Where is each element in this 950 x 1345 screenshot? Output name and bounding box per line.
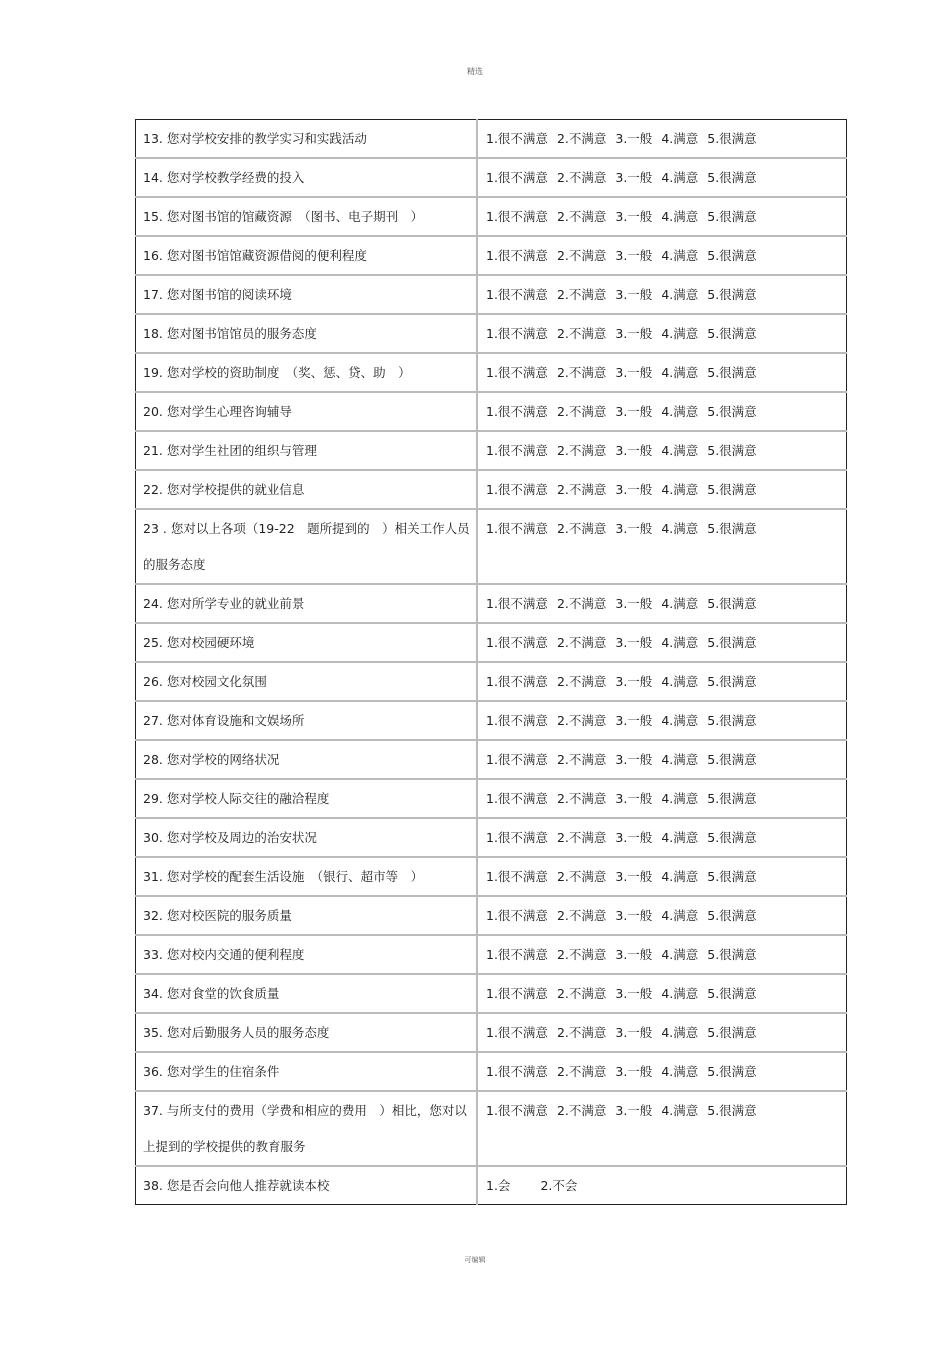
rating-option: 1.很不满意	[486, 404, 548, 419]
question-text: 32. 您对校医院的服务质量	[136, 896, 478, 935]
question-text: 27. 您对体育设施和文娱场所	[136, 701, 478, 740]
rating-options	[477, 701, 847, 740]
rating-options	[477, 120, 847, 159]
rating-option: 2.不满意	[556, 170, 607, 185]
rating-option: 1.很不满意	[486, 791, 548, 806]
rating-option: 3.一般	[615, 908, 653, 923]
rating-option: 4.满意	[661, 1064, 699, 1079]
rating-options	[477, 236, 847, 275]
rating-options	[477, 896, 847, 935]
page-header-note: 精选	[467, 67, 483, 76]
rating-option: 3.一般	[615, 635, 653, 650]
rating-option: 1.很不满意	[486, 713, 548, 728]
rating-option: 4.满意	[661, 1103, 699, 1118]
rating-option: 1.很不满意	[486, 947, 548, 962]
survey-row	[136, 740, 847, 779]
rating-option: 2.不满意	[556, 947, 607, 962]
rating-option: 3.一般	[615, 830, 653, 845]
survey-row	[136, 896, 847, 935]
rating-option: 5.很满意	[707, 752, 757, 767]
rating-option: 1.很不满意	[486, 752, 548, 767]
survey-row	[136, 935, 847, 974]
rating-option: 5.很满意	[707, 209, 757, 224]
rating-option: 3.一般	[615, 596, 653, 611]
rating-option: 5.很满意	[707, 713, 757, 728]
rating-option: 2.不满意	[556, 1103, 607, 1118]
survey-row	[136, 662, 847, 701]
question-text: 16. 您对图书馆馆藏资源借阅的便利程度	[136, 236, 478, 275]
rating-option: 3.一般	[615, 947, 653, 962]
rating-option: 3.一般	[615, 869, 653, 884]
rating-option: 3.一般	[615, 521, 653, 536]
rating-options	[477, 1091, 847, 1166]
rating-option: 5.很满意	[707, 248, 757, 263]
rating-option: 3.一般	[615, 209, 653, 224]
rating-options	[477, 1013, 847, 1052]
question-text: 24. 您对所学专业的就业前景	[136, 584, 478, 623]
question-text: 37. 与所支付的费用（学费和相应的费用 ）相比，您对以上提到的学校提供的教育服务	[136, 1091, 478, 1166]
rating-option: 4.满意	[661, 248, 699, 263]
question-text: 18. 您对图书馆馆员的服务态度	[136, 314, 478, 353]
rating-option: 4.满意	[661, 596, 699, 611]
question-text: 34. 您对食堂的饮食质量	[136, 974, 478, 1013]
survey-row	[136, 857, 847, 896]
rating-option: 1.很不满意	[486, 248, 548, 263]
rating-option: 4.满意	[661, 713, 699, 728]
rating-option: 1.很不满意	[486, 482, 548, 497]
rating-options	[477, 935, 847, 974]
rating-option: 5.很满意	[707, 830, 757, 845]
rating-option: 2.不满意	[556, 713, 607, 728]
rating-option: 3.一般	[615, 248, 653, 263]
rating-option: 5.很满意	[707, 674, 757, 689]
rating-option: 3.一般	[615, 1025, 653, 1040]
rating-option: 2.不满意	[556, 1025, 607, 1040]
recommend-options	[477, 1166, 847, 1205]
rating-options	[477, 818, 847, 857]
question-text: 31. 您对学校的配套生活设施 （银行、超市等 ）	[136, 857, 478, 896]
rating-option: 1.很不满意	[486, 287, 548, 302]
rating-option: 5.很满意	[707, 443, 757, 458]
rating-option: 2.不满意	[556, 1064, 607, 1079]
rating-option: 4.满意	[661, 482, 699, 497]
survey-row	[136, 236, 847, 275]
survey-row	[136, 1091, 847, 1166]
rating-option: 2.不满意	[556, 365, 607, 380]
rating-option: 2.不满意	[556, 986, 607, 1001]
rating-option: 2.不满意	[556, 674, 607, 689]
rating-options	[477, 584, 847, 623]
rating-option: 2.不满意	[556, 908, 607, 923]
survey-row	[136, 353, 847, 392]
question-text: 23 . 您对以上各项（19-22 题所提到的 ）相关工作人员的服务态度	[136, 509, 478, 584]
rating-options	[477, 314, 847, 353]
question-text: 33. 您对校内交通的便利程度	[136, 935, 478, 974]
rating-options	[477, 974, 847, 1013]
rating-option: 4.满意	[661, 947, 699, 962]
rating-option: 5.很满意	[707, 1064, 757, 1079]
rating-option: 3.一般	[615, 482, 653, 497]
question-text: 20. 您对学生心理咨询辅导	[136, 392, 478, 431]
rating-option: 1.很不满意	[486, 908, 548, 923]
rating-option: 1.很不满意	[486, 443, 548, 458]
rating-option: 5.很满意	[707, 596, 757, 611]
rating-option: 3.一般	[615, 170, 653, 185]
question-text: 19. 您对学校的资助制度 （奖、惩、贷、助 ）	[136, 353, 478, 392]
survey-row	[136, 314, 847, 353]
rating-option: 1.很不满意	[486, 209, 548, 224]
question-text: 30. 您对学校及周边的治安状况	[136, 818, 478, 857]
rating-option: 4.满意	[661, 365, 699, 380]
rating-option: 3.一般	[615, 791, 653, 806]
rating-option: 1.很不满意	[486, 596, 548, 611]
rating-option: 1.很不满意	[486, 1064, 548, 1079]
rating-option: 4.满意	[661, 170, 699, 185]
rating-option: 5.很满意	[707, 131, 757, 146]
rating-option: 5.很满意	[707, 869, 757, 884]
rating-option: 3.一般	[615, 986, 653, 1001]
rating-option: 2.不满意	[556, 209, 607, 224]
satisfaction-survey-table	[135, 119, 847, 1205]
rating-option: 3.一般	[615, 287, 653, 302]
rating-option: 5.很满意	[707, 287, 757, 302]
rating-options	[477, 197, 847, 236]
rating-option: 3.一般	[615, 365, 653, 380]
rating-option: 5.很满意	[707, 1103, 757, 1118]
question-text: 21. 您对学生社团的组织与管理	[136, 431, 478, 470]
rating-options	[477, 662, 847, 701]
survey-row	[136, 158, 847, 197]
rating-option: 3.一般	[615, 1103, 653, 1118]
question-text: 17. 您对图书馆的阅读环境	[136, 275, 478, 314]
question-text: 28. 您对学校的网络状况	[136, 740, 478, 779]
rating-option: 4.满意	[661, 1025, 699, 1040]
rating-option: 5.很满意	[707, 635, 757, 650]
survey-table-body	[136, 120, 847, 1205]
rating-option: 1.很不满意	[486, 131, 548, 146]
rating-option: 5.很满意	[707, 482, 757, 497]
rating-option: 5.很满意	[707, 365, 757, 380]
rating-option: 4.满意	[661, 752, 699, 767]
rating-option: 1.很不满意	[486, 986, 548, 1001]
rating-option: 2.不满意	[556, 635, 607, 650]
rating-options	[477, 623, 847, 662]
rating-option: 2.不满意	[556, 752, 607, 767]
rating-option: 2.不满意	[556, 131, 607, 146]
survey-row	[136, 197, 847, 236]
rating-option: 3.一般	[615, 1064, 653, 1079]
rating-option: 4.满意	[661, 908, 699, 923]
survey-row	[136, 1013, 847, 1052]
rating-option: 3.一般	[615, 443, 653, 458]
rating-option: 4.满意	[661, 521, 699, 536]
rating-options	[477, 275, 847, 314]
recommend-option: 1.会	[486, 1178, 511, 1193]
rating-option: 1.很不满意	[486, 1025, 548, 1040]
survey-row	[136, 431, 847, 470]
question-text: 36. 您对学生的住宿条件	[136, 1052, 478, 1091]
rating-option: 4.满意	[661, 791, 699, 806]
question-text: 29. 您对学校人际交往的融洽程度	[136, 779, 478, 818]
rating-option: 4.满意	[661, 131, 699, 146]
rating-option: 2.不满意	[556, 791, 607, 806]
question-text: 25. 您对校园硬环境	[136, 623, 478, 662]
rating-option: 1.很不满意	[486, 170, 548, 185]
rating-options	[477, 431, 847, 470]
rating-option: 2.不满意	[556, 326, 607, 341]
survey-row	[136, 509, 847, 584]
rating-option: 2.不满意	[556, 596, 607, 611]
rating-option: 4.满意	[661, 287, 699, 302]
rating-option: 2.不满意	[556, 869, 607, 884]
rating-option: 1.很不满意	[486, 830, 548, 845]
survey-row	[136, 779, 847, 818]
rating-option: 2.不满意	[556, 482, 607, 497]
rating-option: 1.很不满意	[486, 674, 548, 689]
survey-row	[136, 623, 847, 662]
rating-options	[477, 779, 847, 818]
page-footer-note: 可编辑	[464, 1256, 486, 1264]
rating-option: 1.很不满意	[486, 635, 548, 650]
rating-option: 4.满意	[661, 869, 699, 884]
rating-options	[477, 353, 847, 392]
rating-option: 2.不满意	[556, 248, 607, 263]
survey-row	[136, 392, 847, 431]
rating-option: 5.很满意	[707, 947, 757, 962]
rating-option: 5.很满意	[707, 521, 757, 536]
survey-row	[136, 470, 847, 509]
survey-row	[136, 584, 847, 623]
question-text: 13. 您对学校安排的教学实习和实践活动	[136, 120, 478, 159]
rating-option: 3.一般	[615, 674, 653, 689]
rating-options	[477, 740, 847, 779]
rating-option: 3.一般	[615, 131, 653, 146]
survey-row	[136, 974, 847, 1013]
rating-option: 2.不满意	[556, 287, 607, 302]
rating-option: 4.满意	[661, 443, 699, 458]
rating-option: 5.很满意	[707, 1025, 757, 1040]
question-text: 38. 您是否会向他人推荐就读本校	[136, 1166, 478, 1205]
rating-option: 5.很满意	[707, 170, 757, 185]
survey-row	[136, 701, 847, 740]
rating-option: 3.一般	[615, 752, 653, 767]
rating-option: 4.满意	[661, 404, 699, 419]
rating-option: 5.很满意	[707, 908, 757, 923]
rating-option: 4.满意	[661, 830, 699, 845]
survey-row	[136, 120, 847, 159]
rating-option: 4.满意	[661, 635, 699, 650]
rating-option: 5.很满意	[707, 326, 757, 341]
rating-options	[477, 470, 847, 509]
rating-option: 2.不满意	[556, 830, 607, 845]
survey-row	[136, 1052, 847, 1091]
rating-options	[477, 392, 847, 431]
recommend-option: 2.不会	[540, 1178, 578, 1193]
rating-option: 1.很不满意	[486, 326, 548, 341]
rating-option: 3.一般	[615, 404, 653, 419]
rating-options	[477, 1052, 847, 1091]
rating-options	[477, 509, 847, 584]
survey-row-recommend	[136, 1166, 847, 1205]
rating-option: 3.一般	[615, 326, 653, 341]
rating-option: 2.不满意	[556, 404, 607, 419]
question-text: 26. 您对校园文化氛围	[136, 662, 478, 701]
survey-row	[136, 275, 847, 314]
question-text: 14. 您对学校教学经费的投入	[136, 158, 478, 197]
question-text: 22. 您对学校提供的就业信息	[136, 470, 478, 509]
question-text: 15. 您对图书馆的馆藏资源 （图书、电子期刊 ）	[136, 197, 478, 236]
question-text: 35. 您对后勤服务人员的服务态度	[136, 1013, 478, 1052]
rating-option: 1.很不满意	[486, 521, 548, 536]
rating-option: 4.满意	[661, 209, 699, 224]
rating-option: 4.满意	[661, 674, 699, 689]
survey-row	[136, 818, 847, 857]
rating-option: 2.不满意	[556, 443, 607, 458]
rating-option: 5.很满意	[707, 986, 757, 1001]
rating-option: 3.一般	[615, 713, 653, 728]
rating-options	[477, 158, 847, 197]
rating-option: 1.很不满意	[486, 365, 548, 380]
rating-option: 1.很不满意	[486, 1103, 548, 1118]
rating-option: 4.满意	[661, 326, 699, 341]
rating-option: 5.很满意	[707, 404, 757, 419]
rating-option: 2.不满意	[556, 521, 607, 536]
rating-option: 1.很不满意	[486, 869, 548, 884]
rating-option: 5.很满意	[707, 791, 757, 806]
rating-options	[477, 857, 847, 896]
rating-option: 4.满意	[661, 986, 699, 1001]
